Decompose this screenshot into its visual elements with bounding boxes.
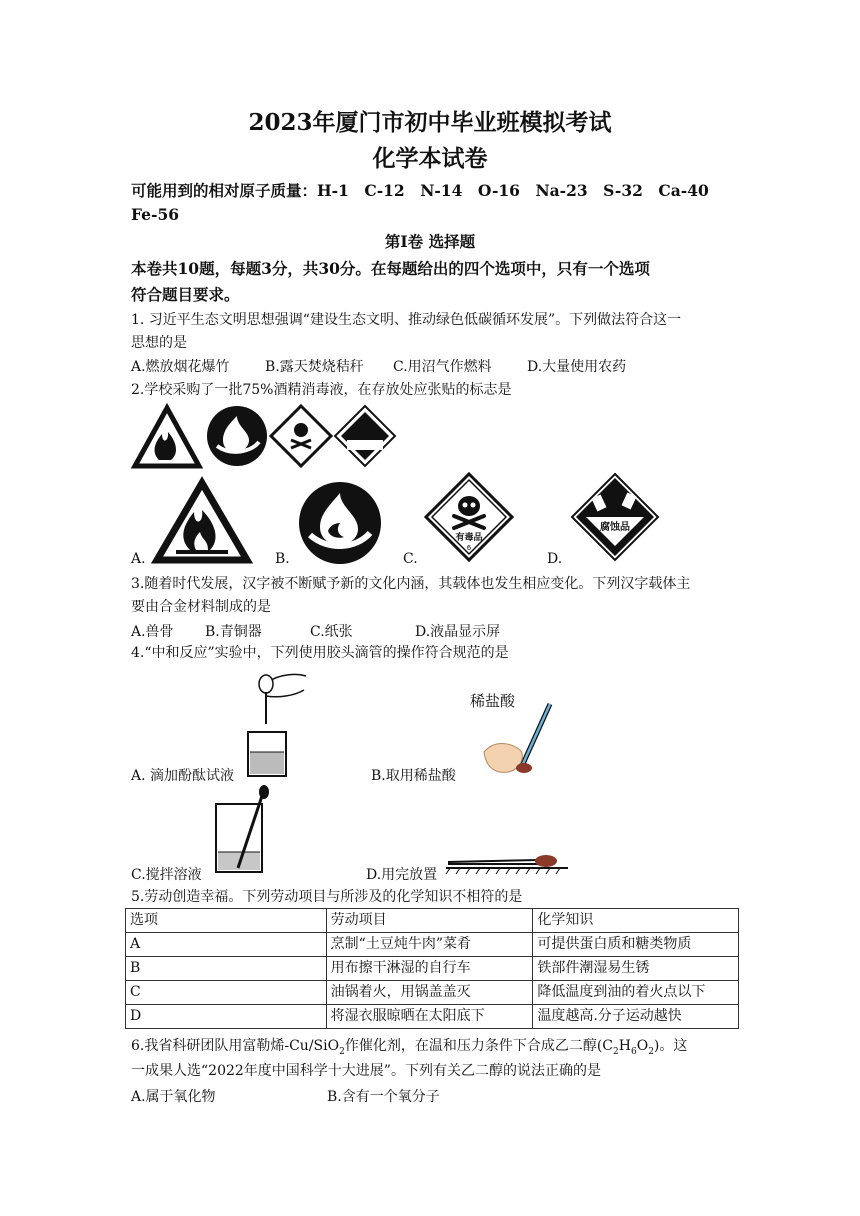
table-cell: C [126,981,327,1005]
table-header-cell: 化学知识 [533,909,739,933]
q3-stem-line2: 要由合金材料制成的是 [131,599,271,615]
oxidizer-sign-b [298,481,382,565]
q5-table [125,908,739,1029]
q3-stem-line1: 3.随着时代发展，汉字被不断赋予新的文化内涵，其载体也发生相应变化。下列汉字载体主 [131,576,691,592]
q1-stem-line1: 1. 习近平生态文明思想强调“建设生态文明、推动绿色低碳循环发展”。下列做法符合这一 [131,312,682,328]
dropper-over-beaker-illustration [242,668,312,780]
q6-stem-line2: 一成果人选“2022年度中国科学十大进展”。下列有关乙二醇的说法正确的是 [131,1063,601,1079]
q1-option-b: B.露天焚烧秸秆 [265,359,364,375]
table-header-cell: 劳动项目 [326,909,533,933]
corrosive-sign-d [570,472,660,562]
exam-title: 2023年厦门市初中毕业班模拟考试 [248,109,612,136]
table-cell: D [126,1005,327,1029]
q2-option-a: A. [131,551,146,567]
q3-option-a: A.兽骨 [131,624,174,640]
table-cell: A [126,933,327,957]
table-row [126,1005,739,1029]
q4-option-b: B.取用稀盐酸 [371,768,456,784]
q1-option-d: D.大量使用农药 [527,359,627,375]
q1-stem-line2: 思想的是 [131,335,187,351]
table-header-row [126,909,739,933]
q6-stem-part2: 作催化剂，在温和压力条件下合成乙二醇( [344,1038,603,1054]
q4-option-d: D.用完放置 [366,867,438,883]
table-cell: B [126,957,327,981]
stirring-with-dropper-illustration [212,786,276,878]
instructions-line2: 符合题目要求。 [131,285,240,304]
q3-option-c: C.纸张 [310,624,353,640]
dilute-hcl-label: 稀盐酸 [470,692,516,710]
table-row [126,933,739,957]
q3-option-d: D.液晶显示屏 [415,624,501,640]
table-cell: 将湿衣服晾晒在太阳底下 [326,1005,533,1029]
formula-c-sub: 2 [613,1046,619,1057]
q4-stem: 4.“中和反应”实验中，下列使用胶头滴管的操作符合规范的是 [131,645,509,661]
flammable-sign-a [152,478,252,564]
table-cell: 烹制“土豆炖牛肉”菜肴 [326,933,533,957]
atomic-masses-line1: 可能用到的相对原子质量：H-1 C-12 N-14 O-16 Na-23 S-32 Ca-40 [131,181,709,200]
table-cell: 铁部件潮湿易生锈 [533,957,739,981]
q6-stem-line1 [131,1036,687,1062]
q6-option-a: A.属于氧化物 [131,1089,216,1105]
q6-option-b: B.含有一个氧分子 [327,1089,440,1105]
table-cell: 用布擦干淋湿的自行车 [326,957,533,981]
corrosive-icon-small [335,406,395,466]
corrosive-label: 腐蚀品 [600,522,630,533]
q4-option-c: C.搅拌溶液 [131,867,202,883]
formula-c: C [602,1038,614,1054]
hand-holding-dropper-illustration [480,700,560,782]
q1-option-c: C.用沼气作燃料 [393,359,492,375]
q6-subscript: 2 [339,1046,345,1057]
table-cell: 可提供蛋白质和糖类物质 [533,933,739,957]
skull-icon [458,496,480,516]
q2-option-c: C. [403,551,418,567]
hazard-signs-strip [131,402,396,470]
formula-h-sub: 6 [630,1046,637,1057]
toxic-label: 有毒品 [455,533,483,543]
toxic-class-number: 6 [466,544,472,552]
q3-option-b: B.青铜器 [205,624,262,640]
toxic-sign-c [424,472,514,562]
instructions-line1: 本卷共10题，每题3分，共30分。在每题给出的四个选项中，只有一个选项 [131,259,650,278]
dropper-lying-flat-illustration [446,850,570,874]
q2-stem: 2.学校采购了一批75%酒精消毒液，在存放处应张贴的标志是 [131,382,512,398]
formula-h: H [618,1038,631,1054]
table-row [126,957,739,981]
q6-stem-part1: 6.我省科研团队用富勒烯-Cu/SiO [131,1038,340,1054]
exam-subtitle: 化学本试卷 [372,145,488,172]
oxidizer-icon-small [207,406,267,466]
q5-stem: 5.劳动创造幸福。下列劳动项目与所涉及的化学知识不相符的是 [131,889,523,905]
toxic-icon-small [271,406,331,466]
ethylene-glycol-formula [602,1038,654,1057]
q1-option-a: A.燃放烟花爆竹 [131,359,230,375]
formula-o: O [636,1038,649,1054]
q4-option-a: A. 滴加酚酞试液 [131,768,235,784]
q2-option-d: D. [547,551,563,567]
section-title: 第Ⅰ卷 选择题 [384,232,476,251]
table-header-cell: 选项 [126,909,327,933]
atomic-masses-line2: Fe-56 [131,205,180,224]
flammable-icon-small [135,408,199,466]
table-cell: 温度越高.分子运动越快 [533,1005,739,1029]
table-cell: 油锅着火，用锅盖盖灭 [326,981,533,1005]
q2-option-b: B. [275,551,290,567]
formula-o-sub: 2 [648,1046,654,1057]
table-cell: 降低温度到油的着火点以下 [533,981,739,1005]
q6-stem-part3: )。这 [653,1038,688,1054]
table-row [126,981,739,1005]
